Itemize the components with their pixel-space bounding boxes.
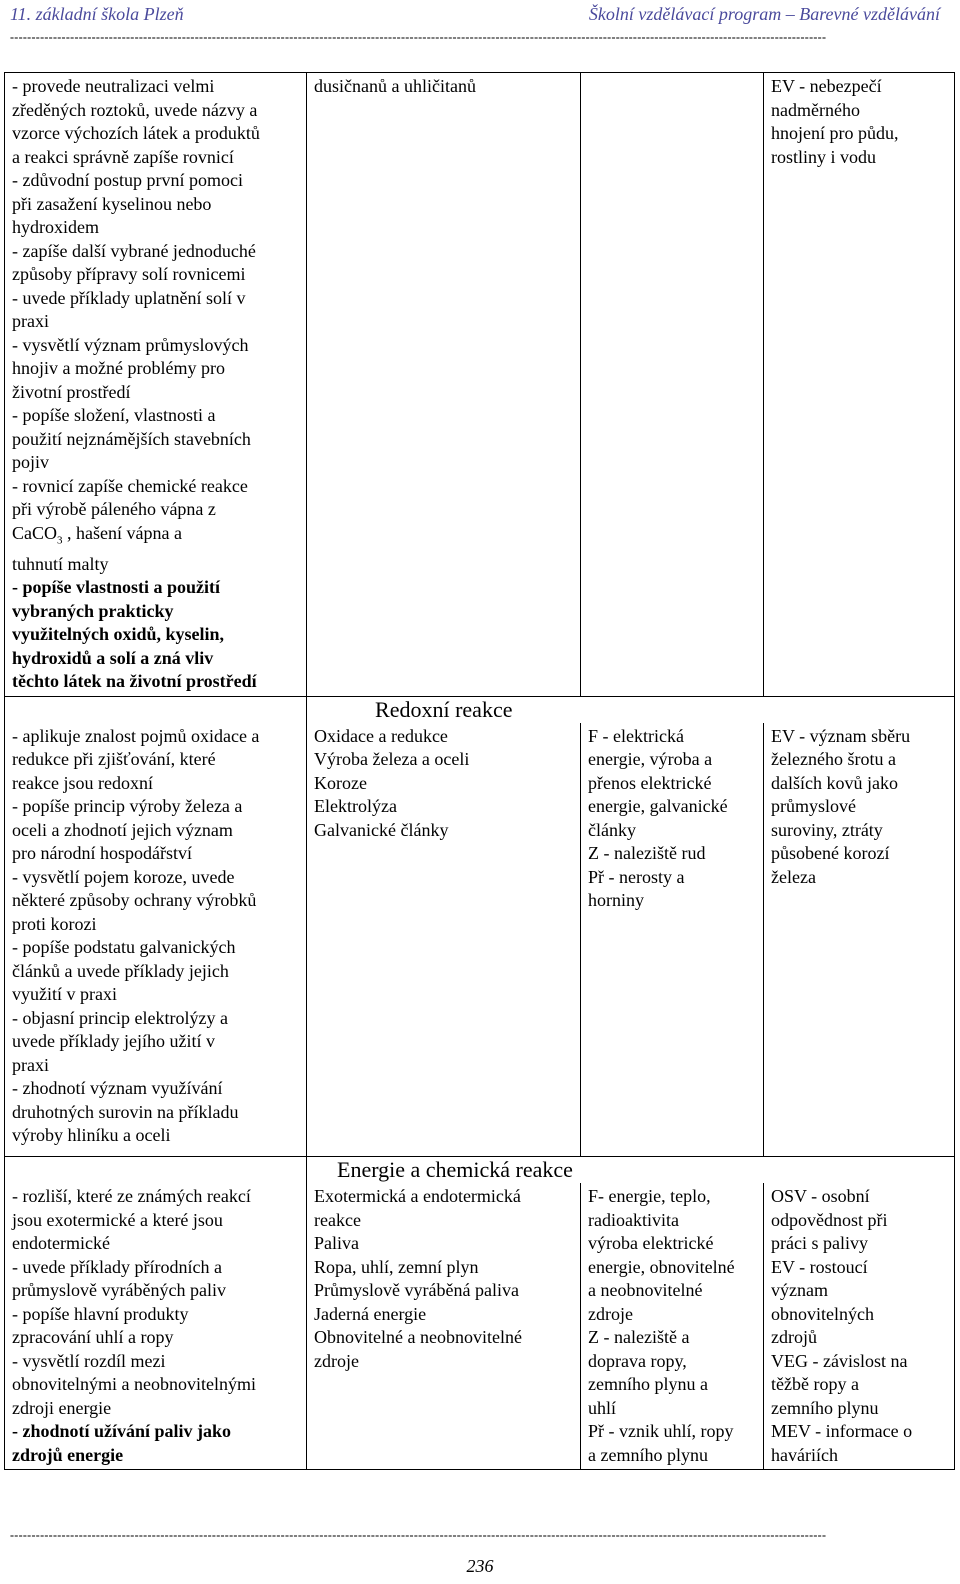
text-line: obnovitelnými a neobnovitelnými: [12, 1374, 256, 1395]
text-line: endotermické: [12, 1233, 110, 1254]
curriculum-table: [4, 72, 955, 1470]
relations-cell: [581, 723, 764, 1157]
text-line: OSV - osobní: [771, 1186, 870, 1207]
text-line: zdroji energie: [12, 1397, 112, 1418]
text-line: dalších kovů jako: [771, 772, 898, 793]
text-line: radioaktivita: [588, 1209, 679, 1230]
text-line: Jaderná energie: [314, 1303, 427, 1324]
text-line: železného šrotu a: [771, 749, 896, 770]
text-line: použití nejznámějších stavebních: [12, 428, 251, 449]
text-line: - rovnicí zapíše chemické reakce: [12, 475, 248, 496]
outcomes-cell: [5, 73, 307, 697]
text-line: MEV - informace o: [771, 1421, 913, 1442]
text-line: některé způsoby ochrany výrobků: [12, 890, 257, 911]
text-line: - uvede příklady uplatnění solí v: [12, 287, 246, 308]
text-line: využití v praxi: [12, 984, 117, 1005]
text-line: vybraných prakticky: [12, 600, 174, 621]
text-line: Př - vznik uhlí, ropy: [588, 1421, 734, 1442]
text-line: - vysvětlí pojem koroze, uvede: [12, 866, 235, 887]
text-line: průmyslově vyráběných paliv: [12, 1280, 226, 1301]
school-name: 11. základní škola Plzeň: [10, 4, 184, 24]
text-line: pojiv: [12, 452, 50, 472]
caco3-line: CaCO$_3$ , hašení vápna a: [12, 522, 182, 547]
text-line: a zemního plynu: [588, 1444, 708, 1465]
text-line: průmyslové: [771, 796, 856, 817]
relations-list: [588, 1185, 759, 1467]
text-line: energie, výroba a: [588, 749, 713, 770]
text-line: uvede příklady jejího užití v: [12, 1031, 215, 1052]
text-line: způsoby přípravy solí rovnicemi: [12, 264, 246, 284]
themes-cell: [764, 1183, 955, 1470]
content-list: [314, 75, 576, 99]
text-line: horniny: [588, 890, 644, 911]
text-line: těchto látek na životní prostředí: [12, 671, 257, 692]
text-line: - aplikuje znalost pojmů oxidace a: [12, 725, 260, 746]
themes-cell: [764, 723, 955, 1157]
text-line: zpracování uhlí a ropy: [12, 1327, 174, 1348]
text-line: těžbě ropy a: [771, 1374, 859, 1395]
text-line: význam: [771, 1280, 828, 1301]
text-line: VEG - závislost na: [771, 1350, 908, 1371]
text-line: práci s palivy: [771, 1233, 868, 1254]
text-line: doprava ropy,: [588, 1350, 687, 1371]
text-line: Exotermická a endotermická: [314, 1186, 521, 1207]
text-line: druhotných surovin na příkladu: [12, 1101, 239, 1122]
text-line: - objasní princip elektrolýzy a: [12, 1007, 228, 1028]
text-line: - vysvětlí rozdíl mezi: [12, 1350, 166, 1371]
text-line: haváriích: [771, 1444, 838, 1465]
text-line: hnojení pro půdu,: [771, 123, 899, 143]
text-line: při zasažení kyselinou nebo: [12, 193, 212, 214]
themes-cell: [764, 73, 955, 697]
text-line: zdroje: [588, 1303, 633, 1324]
text-line: - zhodnotí užívání paliv jako: [12, 1421, 232, 1442]
text-line: nadměrného: [771, 99, 860, 120]
text-line: - popíše složení, vlastnosti a: [12, 405, 216, 425]
relations-cell: [581, 1183, 764, 1470]
text-line: - popíše podstatu galvanických: [12, 937, 236, 958]
text-line: reakce: [314, 1209, 361, 1230]
page-header: [10, 4, 940, 26]
text-line: hydroxidem: [12, 217, 99, 237]
text-line: - zapíše další vybrané jednoduché: [12, 240, 256, 261]
text-line: odpovědnost při: [771, 1209, 888, 1230]
content-cell: [307, 723, 581, 1157]
text-line: energie, galvanické: [588, 796, 728, 817]
relations-cell: [581, 73, 764, 697]
outcomes-list-cont: [12, 553, 302, 577]
text-line: Oxidace a redukce: [314, 725, 448, 746]
section-title-redox: Redoxní reakce: [307, 696, 581, 723]
text-line: - provede neutralizaci velmi: [12, 76, 215, 96]
text-line: zdroje: [314, 1350, 359, 1371]
text-line: uhlí: [588, 1397, 617, 1418]
program-name: Školní vzdělávací program – Barevné vzdělávání: [588, 4, 940, 24]
text-line: rostliny i vodu: [771, 146, 877, 167]
text-line: Koroze: [314, 772, 367, 793]
text-line: F- energie, teplo,: [588, 1186, 711, 1207]
page-number: 236: [466, 1556, 494, 1576]
text-line: dusičnanů a uhličitanů: [314, 76, 476, 96]
text-line: Z - naleziště a: [588, 1327, 690, 1348]
outcomes-cell: [5, 1183, 307, 1470]
text-line: zemního plynu: [771, 1397, 879, 1418]
text-line: hnojiv a možné problémy pro: [12, 358, 225, 378]
text-line: Z - naleziště rud: [588, 843, 706, 864]
themes-list: [771, 1185, 950, 1467]
content-list: [314, 1185, 576, 1373]
text-line: výroby hliníku a oceli: [12, 1125, 171, 1146]
text-line: zdrojů energie: [12, 1444, 124, 1465]
text-line: EV - rostoucí: [771, 1256, 868, 1277]
text-line: životní prostředí: [12, 381, 131, 402]
text-line: Obnovitelné a neobnovitelné: [314, 1327, 522, 1348]
text-line: suroviny, ztráty: [771, 819, 883, 840]
outcomes-bold: [12, 576, 302, 694]
section-header-row: [5, 696, 955, 723]
text-line: - popíše hlavní produkty: [12, 1303, 189, 1324]
text-line: železa: [771, 866, 816, 887]
text-line: při výrobě páleného vápna z: [12, 499, 216, 519]
outcomes-list: [12, 75, 302, 522]
text-line: výroba elektrické: [588, 1233, 714, 1254]
text-line: vzorce výchozích látek a produktů: [12, 123, 260, 143]
themes-list: [771, 725, 950, 890]
text-line: - popíše princip výroby železa a: [12, 796, 243, 817]
text-line: jsou exotermické a které jsou: [12, 1209, 223, 1230]
footer-separator: ----------------------------------------------------------------------------------------------------------------------------------------------------------------------------------------------: [10, 1528, 827, 1542]
text-line: zředěných roztoků, uvede názvy a: [12, 99, 258, 120]
section-title-energy: Energie a chemická reakce: [307, 1157, 764, 1184]
text-line: a reakci správně zapíše rovnicí: [12, 146, 234, 167]
text-line: energie, obnovitelné: [588, 1256, 735, 1277]
text-line: - zdůvodní postup první pomoci: [12, 170, 243, 190]
text-line: a neobnovitelné: [588, 1280, 703, 1301]
text-line: Př - nerosty a: [588, 866, 685, 887]
table-row: [5, 1183, 955, 1470]
text-line: Galvanické články: [314, 819, 449, 840]
text-line: zemního plynu a: [588, 1374, 708, 1395]
text-line: Výroba železa a oceli: [314, 749, 470, 770]
text-line: článků a uvede příklady jejich: [12, 960, 229, 981]
text-line: praxi: [12, 1054, 49, 1075]
section-header-row: [5, 1157, 955, 1184]
text-line: působené korozí: [771, 843, 890, 864]
text-line: tuhnutí malty: [12, 553, 109, 574]
header-separator: ----------------------------------------------------------------------------------------------------------------------------------------------------------------------------------------------: [10, 30, 827, 44]
text-line: - rozliší, které ze známých reakcí: [12, 1186, 251, 1207]
text-line: zdrojů: [771, 1327, 817, 1348]
text-line: Paliva: [314, 1233, 359, 1254]
outcomes-cell: [5, 723, 307, 1157]
text-line: reakce jsou redoxní: [12, 772, 153, 793]
outcomes-list: [12, 725, 302, 1148]
relations-list: [588, 725, 759, 913]
text-line: - zhodnotí význam využívání: [12, 1078, 223, 1099]
text-line: Ropa, uhlí, zemní plyn: [314, 1256, 479, 1277]
text-line: F - elektrická: [588, 725, 684, 746]
content-list: [314, 725, 576, 843]
text-line: obnovitelných: [771, 1303, 874, 1324]
text-line: EV - nebezpečí: [771, 76, 882, 96]
table-row: [5, 73, 955, 697]
text-line: - uvede příklady přírodních a: [12, 1256, 222, 1277]
table-row: [5, 723, 955, 1157]
text-line: využitelných oxidů, kyselin,: [12, 624, 225, 645]
outcomes-bold: [12, 1420, 302, 1467]
text-line: praxi: [12, 311, 49, 331]
themes-list: [771, 75, 950, 169]
outcomes-list: [12, 1185, 302, 1420]
text-line: hydroxidů a solí a zná vliv: [12, 647, 214, 668]
text-line: přenos elektrické: [588, 772, 712, 793]
text-line: - vysvětlí význam průmyslových: [12, 334, 249, 355]
text-line: EV - význam sběru: [771, 725, 911, 746]
content-cell: [307, 73, 581, 697]
text-line: články: [588, 819, 636, 840]
text-line: redukce při zjišťování, které: [12, 749, 216, 770]
text-line: oceli a zhodnotí jejich význam: [12, 819, 233, 840]
text-line: Průmyslově vyráběná paliva: [314, 1280, 519, 1301]
text-line: Elektrolýza: [314, 796, 397, 817]
content-cell: [307, 1183, 581, 1470]
text-line: proti korozi: [12, 913, 97, 934]
text-line: pro národní hospodářství: [12, 843, 192, 864]
text-line: - popíše vlastnosti a použití: [12, 577, 221, 598]
